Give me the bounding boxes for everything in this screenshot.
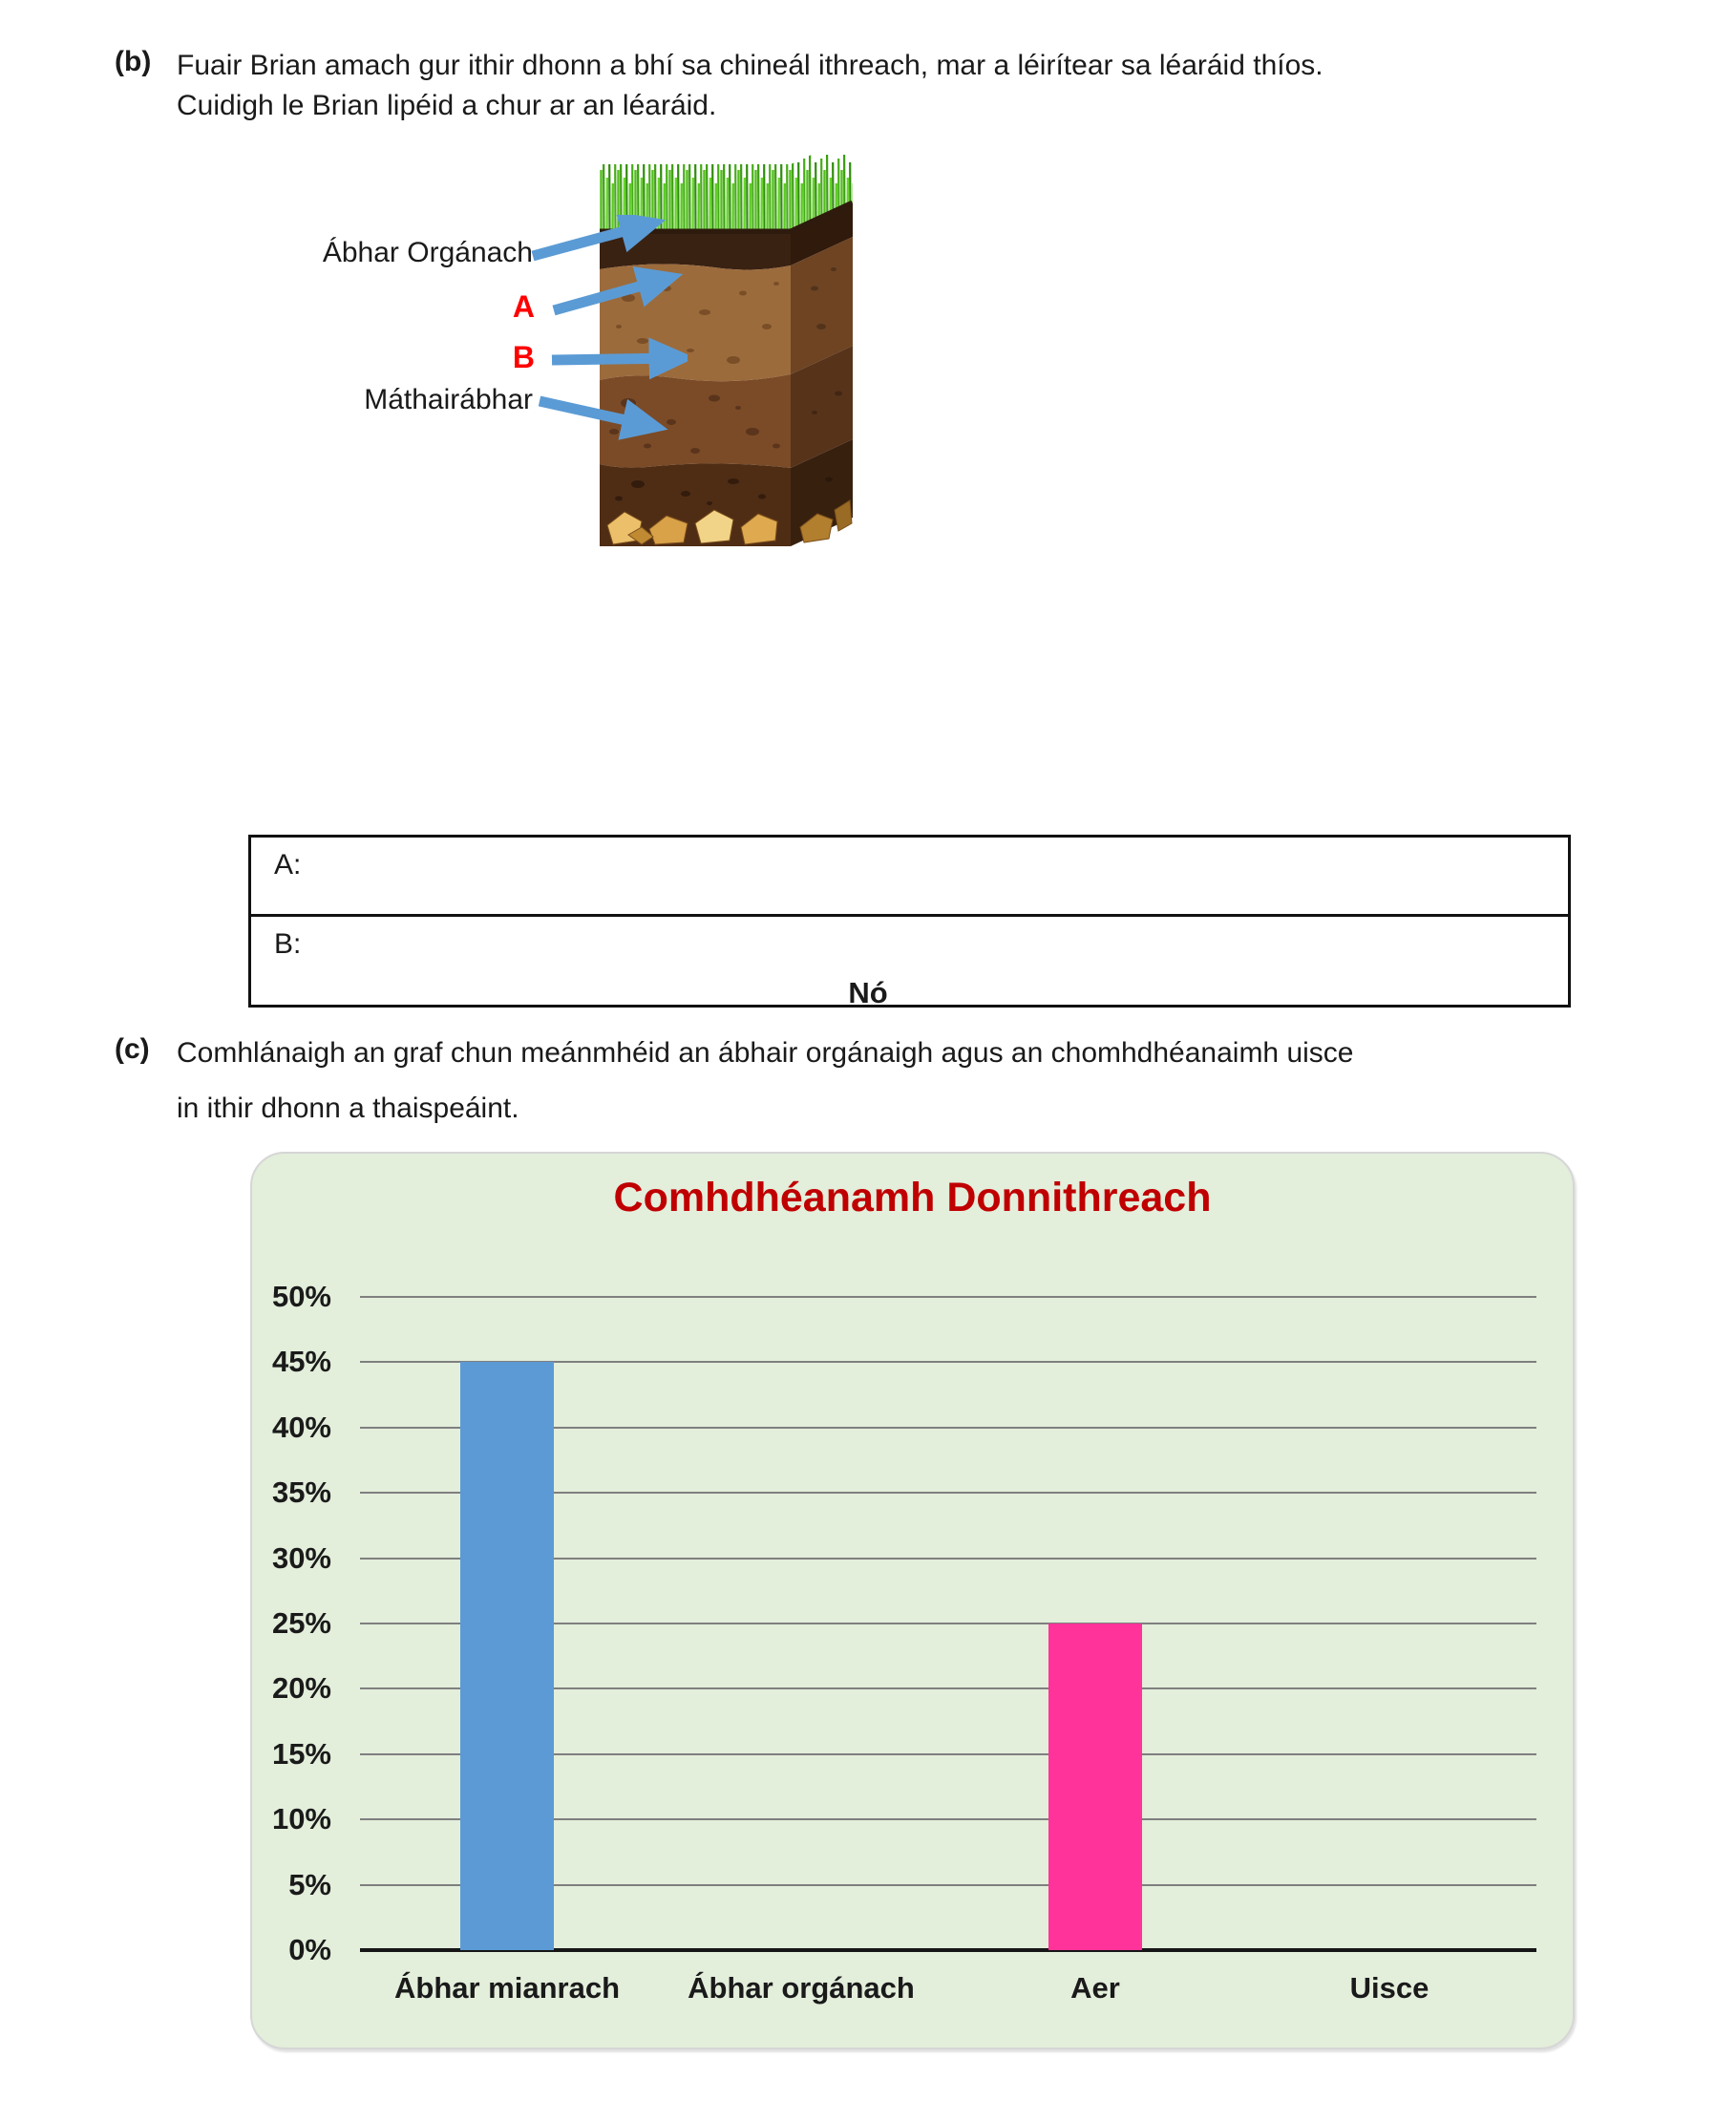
section-b-line2: Cuidigh le Brian lipéid a chur ar an léaráid. <box>177 90 717 121</box>
y-tick-label: 20% <box>271 1671 331 1706</box>
category-label: Ábhar mianrach <box>393 1971 621 2005</box>
chart-plot <box>271 1280 1536 2005</box>
gridline <box>360 1296 1536 1298</box>
section-c-line1: Comhlánaigh an graf chun meánmhéid an ábhair orgánaigh agus an chomhdhéanaimh uisce <box>177 1037 1354 1069</box>
y-tick-label: 15% <box>271 1736 331 1771</box>
y-tick-label: 5% <box>288 1867 331 1901</box>
y-tick-label: 40% <box>271 1410 331 1444</box>
section-c-label: (c) <box>115 1033 150 1065</box>
or-divider: Nó <box>848 976 888 1009</box>
chart-panel <box>250 1152 1575 2049</box>
y-tick-label: 50% <box>271 1280 331 1313</box>
label-horizon-a: A <box>512 289 535 324</box>
y-tick-label: 45% <box>271 1345 331 1379</box>
y-tick-label: 10% <box>271 1802 331 1836</box>
category-label: Ábhar orgánach <box>688 1971 915 2005</box>
category-label: Uisce <box>1349 1971 1429 2005</box>
label-mathairabhar: Máthairábhar <box>364 384 533 415</box>
y-tick-label: 30% <box>271 1540 331 1575</box>
answer-row-a <box>251 838 1568 914</box>
section-b-label: (b) <box>115 46 152 77</box>
y-tick-label: 0% <box>288 1933 331 1966</box>
y-tick-label: 25% <box>271 1606 331 1640</box>
section-c-line2: in ithir dhonn a thaispeáint. <box>177 1093 519 1124</box>
chart-title: Comhdhéanamh Donnithreach <box>613 1175 1212 1220</box>
soil-diagram-section <box>0 134 1736 563</box>
bar-aer <box>1048 1624 1142 1950</box>
section-b-line1: Fuair Brian amach gur ithir dhonn a bhí sa chineál ithreach, mar a léirítear sa léaráid thíos. <box>177 50 1323 81</box>
label-horizon-b: B <box>512 340 535 374</box>
answer-row-a-label: A: <box>274 849 302 881</box>
bar-ábhar-mianrach <box>460 1362 554 1950</box>
y-tick-label: 35% <box>271 1475 331 1510</box>
category-label: Aer <box>1070 1971 1120 2005</box>
answer-row-b-label: B: <box>274 928 302 960</box>
label-abhar-organach: Ábhar Orgánach <box>322 237 533 268</box>
